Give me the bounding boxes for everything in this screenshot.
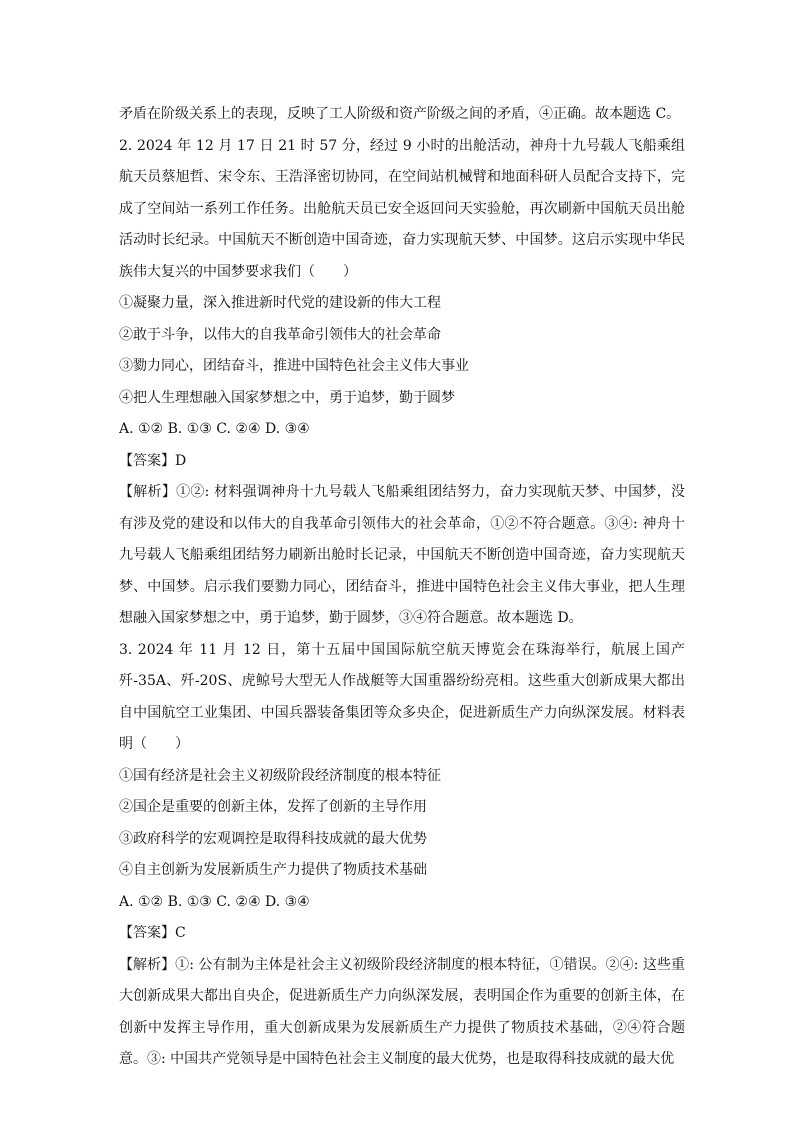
question-2-analysis: 【解析】①②: 材料强调神舟十九号载人飞船乘组团结努力，奋力实现航天梦、中国梦，没有涉及党的建设和以伟大的自我革命引领伟大的社会革命，①②不符合题意。③④: 神舟十九号载人飞船乘组团结努力刷新出舱时长记录，中国航天不断创造中国奇迹，奋力实现航天梦、中国梦。启示我们要勠力同心，团结奋斗，推进中国特色社会主义伟大事业，把人生理想融入国家梦想之中，勇于追梦，勤于圆梦，③④符合题意。故本题选 D。 — [119, 484, 685, 626]
question-3-option-1: ①国有经济是社会主义初级阶段经济制度的根本特征 — [119, 767, 441, 784]
question-3-option-2: ②国企是重要的创新主体，发挥了创新的主导作用 — [119, 799, 427, 815]
question-2-option-1: ①凝聚力量，深入推进新时代党的建设新的伟大工程 — [119, 295, 441, 311]
q1-analysis-tail: 矛盾在阶级关系上的表现，反映了工人阶级和资产阶级之间的矛盾，④正确。故本题选 C。 — [119, 106, 681, 122]
question-3-option-3: ③政府科学的宏观调控是取得科技成就的最大优势 — [119, 830, 427, 847]
question-2-choices: A. ①② B. ①③ C. ②④ D. ③④ — [119, 421, 310, 437]
question-2-option-2: ②敢于斗争，以伟大的自我革命引领伟大的社会革命 — [119, 326, 441, 343]
question-3-answer: 【答案】C — [119, 925, 186, 941]
question-2-answer: 【答案】D — [119, 452, 187, 469]
question-2-option-3: ③勠力同心，团结奋斗，推进中国特色社会主义伟大事业 — [119, 358, 469, 374]
question-2-option-4: ④把人生理想融入国家梦想之中，勇于追梦，勤于圆梦 — [119, 389, 455, 406]
question-3 — [119, 635, 685, 1076]
question-2 — [119, 131, 685, 635]
question-2-stem: 2. 2024 年 12 月 17 日 21 时 57 分，经过 9 小时的出舱活动，神舟十九号载人飞船乘组航天员蔡旭哲、宋令东、王浩泽密切协同，在空间站机械臂和地面科研人员配合支持下，完成了空间站一系列工作任务。出舱航天员已安全返回问天实验舱，再次刷新中国航天员出舱活动时长纪录。中国航天不断创造中国奇迹，奋力实现航天梦、中国梦。这启示实现中华民族伟大复兴的中国梦要求我们（ ） — [119, 137, 685, 280]
question-3-option-4: ④自主创新为发展新质生产力提供了物质技术基础 — [119, 862, 427, 878]
document-page — [119, 99, 685, 1076]
question-3-stem: 3. 2024 年 11 月 12 日，第十五届中国国际航空航天博览会在珠海举行，航展上国产歼-35A、歼-20S、虎鲸号大型无人作战艇等大国重器纷纷亮相。这些重大创新成果大都出自中国航空工业集团、中国兵器装备集团等众多央企，促进新质生产力向纵深发展。材料表明（ ） — [119, 641, 685, 752]
question-3-choices: A. ①② B. ①③ C. ②④ D. ③④ — [119, 893, 310, 910]
question-3-analysis: 【解析】①: 公有制为主体是社会主义初级阶段经济制度的根本特征，①错误。②④: 这些重大创新成果大都出自央企，促进新质生产力向纵深发展，表明国企作为重要的创新主体，在创新中发挥主导作用，重大创新成果为发展新质生产力提供了物质技术基础，②④符合题意。③: 中国共产党领导是中国特色社会主义制度的最大优势，也是取得科技成就的最大优 — [119, 956, 685, 1067]
